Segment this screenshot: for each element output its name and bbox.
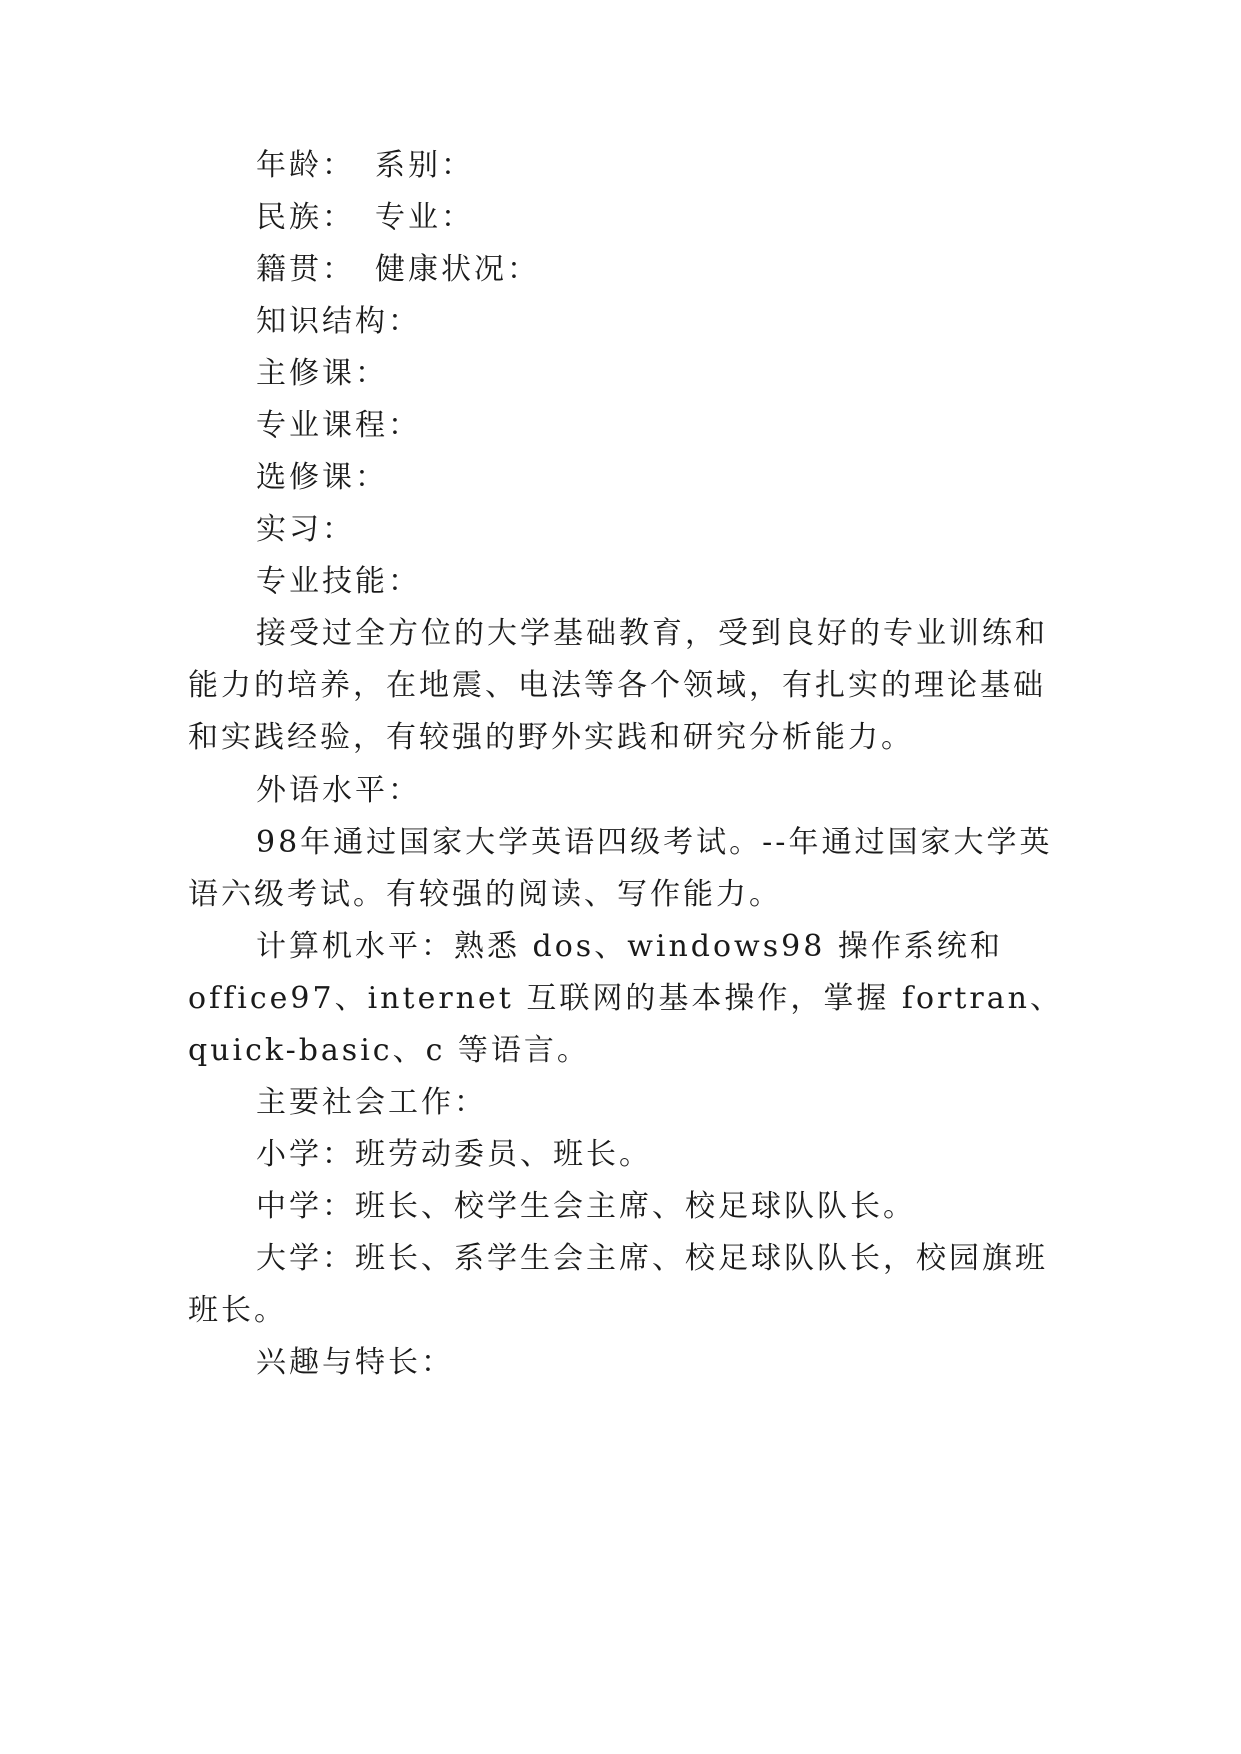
skills-text-line-2: 能力的培养，在地震、电法等各个领域，有扎实的理论基础 xyxy=(188,668,1046,703)
age-department-line xyxy=(256,146,1128,186)
skills-heading: 专业技能： xyxy=(256,564,421,599)
language-text-line-2: 语六级考试。有较强的阅读、写作能力。 xyxy=(188,877,782,912)
major-label: 专业： xyxy=(375,200,474,235)
university-roles-line-2: 班长。 xyxy=(188,1293,287,1328)
ethnicity-major-line xyxy=(256,198,1128,238)
language-heading: 外语水平： xyxy=(256,773,421,808)
social-work-heading: 主要社会工作： xyxy=(256,1085,487,1120)
internship-label: 实习： xyxy=(256,512,355,547)
native-place-health-line xyxy=(256,250,1128,290)
middle-school-roles: 中学：班长、校学生会主席、校足球队队长。 xyxy=(256,1189,916,1224)
health-label: 健康状况： xyxy=(375,252,540,287)
language-text-line-1: 98年通过国家大学英语四级考试。--年通过国家大学英 xyxy=(256,825,1053,860)
university-roles-line-1: 大学：班长、系学生会主席、校足球队队长，校园旗班 xyxy=(256,1241,1048,1276)
electives-label: 选修课： xyxy=(256,460,388,495)
skills-text-line-3: 和实践经验，有较强的野外实践和研究分析能力。 xyxy=(188,720,914,755)
ethnicity-label: 民族： xyxy=(256,200,355,235)
knowledge-structure-heading: 知识结构： xyxy=(256,304,421,339)
computer-text-line-2: office97、internet 互联网的基本操作，掌握 fortran、 xyxy=(188,981,1063,1016)
computer-text-line-3: quick-basic、c 等语言。 xyxy=(188,1033,590,1068)
primary-school-roles: 小学：班劳动委员、班长。 xyxy=(256,1137,652,1172)
computer-text-line-1: 计算机水平：熟悉 dos、windows98 操作系统和 xyxy=(256,929,1003,964)
age-label: 年龄： xyxy=(256,148,355,183)
department-label: 系别： xyxy=(375,148,474,183)
main-courses-label: 主修课： xyxy=(256,356,388,391)
interests-heading: 兴趣与特长： xyxy=(256,1345,454,1380)
professional-courses-label: 专业课程： xyxy=(256,408,421,443)
skills-text-line-1: 接受过全方位的大学基础教育，受到良好的专业训练和 xyxy=(256,616,1048,651)
native-place-label: 籍贯： xyxy=(256,252,355,287)
